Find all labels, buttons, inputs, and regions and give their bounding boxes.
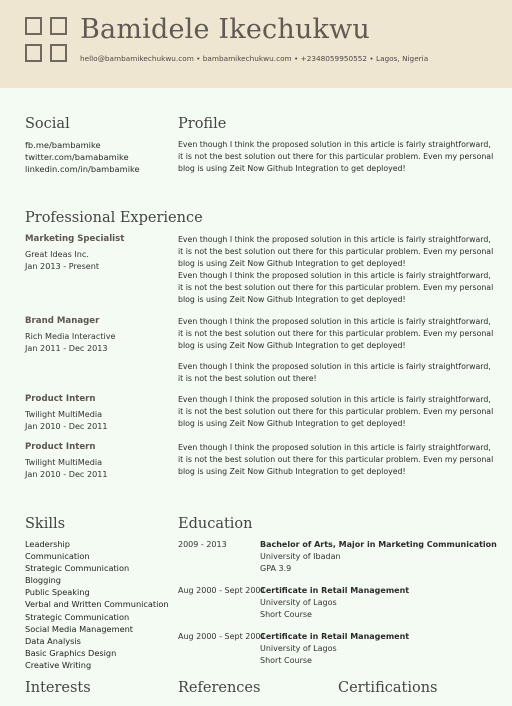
education-note: Short Course — [260, 656, 312, 665]
education-note: GPA 3.9 — [260, 564, 292, 573]
profile-heading: Profile — [178, 116, 227, 132]
job-dates: Jan 2011 - Dec 2013 — [25, 343, 108, 353]
education-degree: Certificate in Retail Management — [260, 586, 410, 595]
contact-line: hello@bambamikechukwu.com • bambamikechukwu.com • +2348059950552 • Lagos, Nigeria — [80, 54, 429, 63]
experience-heading: Professional Experience — [25, 210, 203, 226]
skill-item: Communication — [25, 551, 90, 562]
education-school: University of Ibadan — [260, 552, 341, 561]
skill-item: Leadership — [25, 539, 70, 549]
education-school: University of Lagos — [260, 644, 337, 653]
job-role: Product Intern — [25, 442, 96, 452]
skills-list — [25, 538, 169, 671]
job-description: Even though I think the proposed solution in this article is fairly straightforward, it is not the best solution out there for this particular problem. Even my personal blog is using Zeit Now Github Integration to get deployed! — [178, 395, 494, 428]
social-heading: Social — [25, 116, 70, 132]
job-role: Marketing Specialist — [25, 234, 125, 244]
job-description: Even though I think the proposed solution in this article is fairly straightforward, it is not the best solution out there for this particular problem. Even my personal blog is using Zeit Now Github Integration to get deployed! — [178, 271, 494, 304]
job-org: Great Ideas Inc. — [25, 249, 89, 259]
job-org: Twilight MultiMedia — [25, 457, 103, 467]
social-link-twitter[interactable]: twitter.com/bamabamike — [25, 152, 129, 162]
skill-item: Strategic Communication — [25, 611, 130, 622]
job-description: Even though I think the proposed solution in this article is fairly straightforward, it is not the best solution out there for this particular problem. Even my personal blog is using Zeit Now Github Integration to get deployed! — [178, 317, 494, 350]
skill-item: Public Speaking — [25, 587, 90, 598]
education-degree: Bachelor of Arts, Major in Marketing Communication — [260, 540, 497, 549]
job-dates: Jan 2010 - Dec 2011 — [25, 421, 108, 431]
skill-item: Verbal and Written Communication — [25, 599, 169, 610]
job-org: Twilight MultiMedia — [25, 409, 103, 419]
education-note: Short Course — [260, 610, 312, 619]
profile-text: Even though I think the proposed solution in this article is fairly straightforward, it is not the best solution out there for this particular problem. Even my personal blog is using Zeit Now Github Integration to get deployed! — [178, 140, 494, 173]
job-dates: Jan 2010 - Dec 2011 — [25, 469, 108, 479]
certifications-heading: Certifications — [338, 680, 438, 696]
social-link-linkedin[interactable]: linkedin.com/in/bambamike — [25, 164, 140, 174]
job-role: Product Intern — [25, 394, 96, 404]
skill-item: Creative Writing — [25, 659, 92, 670]
education-dates: Aug 2000 - Sept 2001 — [178, 586, 266, 595]
education-entry — [260, 539, 497, 575]
skills-heading: Skills — [25, 516, 66, 532]
job-dates: Jan 2013 - Present — [25, 261, 100, 271]
person-name: Bamidele Ikechukwu — [80, 14, 371, 45]
education-dates: 2009 - 2013 — [178, 540, 227, 549]
resume-header — [0, 0, 512, 88]
skill-item: Blogging — [25, 575, 61, 586]
job-description: Even though I think the proposed solution in this article is fairly straightforward, it is not the best solution out there for this particular problem. Even my personal blog is using Zeit Now Github Integration to get deployed! — [178, 235, 494, 268]
education-heading: Education — [178, 516, 253, 532]
education-degree: Certificate in Retail Management — [260, 632, 410, 641]
job-org: Rich Media Interactive — [25, 331, 116, 341]
job-description: Even though I think the proposed solution in this article is fairly straightforward, it is not the best solution out there for this particular problem. Even my personal blog is using Zeit Now Github Integration to get deployed! — [178, 443, 494, 476]
skill-item: Strategic Communication — [25, 563, 130, 574]
education-school: University of Lagos — [260, 598, 337, 607]
grid-logo-icon — [25, 17, 69, 65]
education-entry — [260, 631, 409, 667]
job-role: Brand Manager — [25, 316, 100, 326]
job-description: Even though I think the proposed solution in this article is fairly straightforward, it is not the best solution out there! — [178, 362, 491, 383]
social-link-facebook[interactable]: fb.me/bambamike — [25, 140, 101, 150]
social-links — [25, 139, 140, 175]
skill-item: Data Analysis — [25, 635, 81, 646]
skill-item: Social Media Management — [25, 623, 134, 634]
interests-heading: Interests — [25, 680, 91, 696]
education-dates: Aug 2000 - Sept 2001 — [178, 632, 266, 641]
references-heading: References — [178, 680, 261, 696]
education-entry — [260, 585, 409, 621]
skill-item: Basic Graphics Design — [25, 647, 117, 658]
